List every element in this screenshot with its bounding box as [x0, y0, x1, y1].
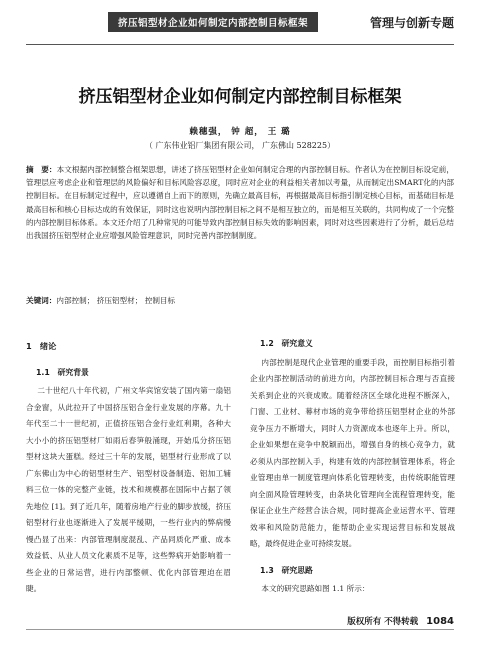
page-footer [347, 615, 454, 627]
section-label: 管理与创新专题 [369, 15, 454, 30]
abstract-label: 摘 要： [26, 165, 57, 174]
footer-divider [26, 629, 454, 630]
copyright-notice: 版权所有 不得转载 [347, 617, 419, 627]
keywords [26, 294, 454, 307]
header-divider [26, 44, 454, 45]
journal-tag: 挤压铝型材企业如何制定内部控制目标框架 [108, 12, 318, 32]
running-header [0, 0, 480, 44]
left-column [26, 338, 231, 598]
abstract-text: 本文根据内部控制整合框架思想，讲述了挤压铝型材企业如何制定合理的内部控制目标。作者认为在控制目标设定前，管理层应考虑企业和管理层的风险偏好和目标风险容忍度，同时应对企业的利益相关者加以考量，从而制定出SMART化的内部控制目标。在目标制定过程中，应以遵循自上而下的原则，先确立最高目标，再根据最高目标指引制定核心目标，而基础目标是最高目标和核心目标达成的有效保证，同时这也说明内部控制目标之间不是相互独立的，而是相互关联的，共同构成了一个完整的内部控制目标体系。本文还介绍了几种常见的可能导致内部控制目标失效的影响因素，同时对这些因素进行了分析，最后总结出我国挤压铝型材企业应增强风险管理意识，同时完善内部控制制度。 [26, 165, 454, 241]
subsection-heading: 1.2 研究意义 [260, 339, 313, 348]
section-heading: 1 绪论 [26, 341, 57, 351]
keywords-text: 内部控制； 挤压铝型材； 控制目标 [56, 296, 176, 305]
body-paragraph: 二十世纪八十年代初，广州文华宾馆安装了国内第一扇铝合金窗，从此拉开了中国挤压铝合金行业发展的序幕。九十年代至二十一世纪初，正值挤压铝合金行业红利期，各种大大小小的挤压铝型材厂如雨后春笋般涌现，开始瓜分挤压铝型材这块大蛋糕。经过三十年的发展，铝型材行业形成了以广东佛山为中心的铝型材生产、铝型材设备制造、铝加工辅料三位一体的完整产业链，技术和规模都在国际中占据了领先地位 [1]。到了近几年，随着房地产行业的脚步放缓，挤压铝型材行业也逐渐进入了发展平缓期，一些行业内的弊病慢慢凸显了出来：内部管理制度混乱、产品同质化严重、成本效益低、从业人员文化素质不足等，这些弊病开始影响着一些企业的日常运营，进行内部整顿、优化内部管理迫在眉睫。 [26, 386, 231, 593]
body-paragraph: 内部控制是现代企业管理的重要手段，而控制目标指引着企业内部控制活动的前进方向，内部控制目标合理与否直接关系到企业的兴衰成败。随着经济区全球化进程不断深入，门窗、工业材、幕材市场的竞争带给挤压铝型材企业的外部竞争压力不断增大，同时人力资源成本也逐年上升。所以，企业如果想在竞争中脱颖而出，增强自身的核心竞争力，就必须从内部控制入手，构建有效的内部控制管理体系，将企业管理由单一制度管理向体系化管理转变，由传统职能管理向全面风险管理转变，由条块化管理向全流程管理转变，能保证企业生产经营合法合规，同时提高企业运营水平、管理效率和风险防范能力，能帮助企业实现运营目标和发展战略，最终促进企业可持续发展。 [250, 357, 455, 548]
right-column [250, 336, 455, 598]
body-paragraph: 本文的研究思路如图 1.1 所示： [261, 584, 370, 593]
abstract [26, 163, 454, 242]
authors: 赖穗强， 钟 超， 王 璐 [189, 127, 291, 137]
paper-title: 挤压铝型材企业如何制定内部控制目标框架 [78, 87, 402, 107]
page-number: 1084 [426, 616, 454, 627]
subsection-heading: 1.3 研究思路 [260, 565, 313, 575]
affiliation: （ 广东伟业铝厂集团有限公司， 广东佛山 528225） [144, 141, 336, 150]
keywords-label: 关键词： [26, 296, 57, 305]
subsection-heading: 1.1 研究背景 [36, 367, 89, 377]
